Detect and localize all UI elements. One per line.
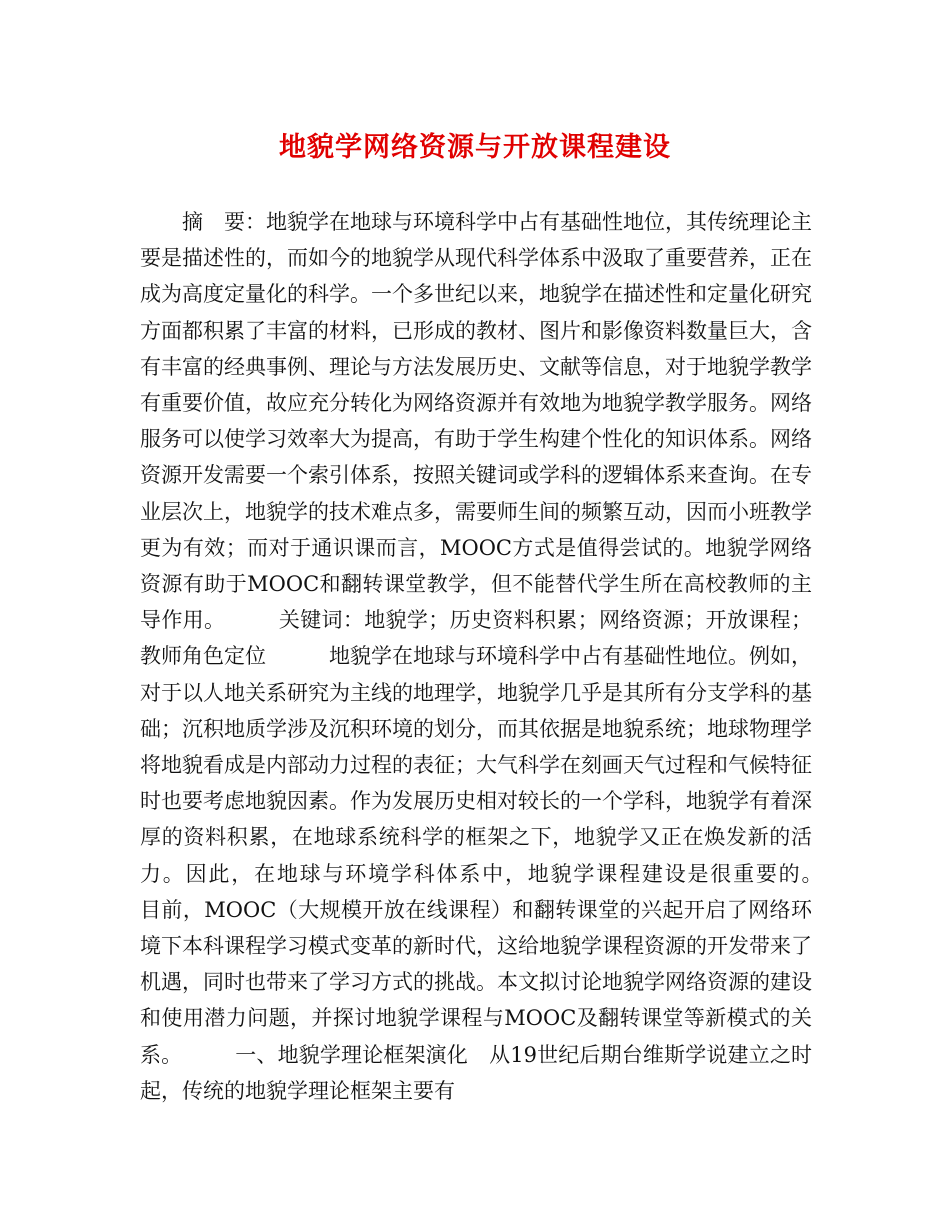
document-title: 地貌学网络资源与开放课程建设 (279, 132, 671, 163)
document-body: 摘 要：地貌学在地球与环境科学中占有基础性地位，其传统理论主要是描述性的，而如今的地貌学从现代科学体系中汲取了重要营养，正在成为高度定量化的科学。一个多世纪以来，地貌学在描述性和定量化研究方面都积累了丰富的材料，已形成的教材、图片和影像资料数量巨大，含有丰富的经典事例、理论与方法发展历史、文献等信息，对于地貌学教学有重要价值，故应充分转化为网络资源并有效地为地貌学教学服务。网络服务可以使学习效率大为提高，有助于学生构建个性化的知识体系。网络资源开发需要一个索引体系，按照关键词或学科的逻辑体系来查询。在专业层次上，地貌学的技术难点多，需要师生间的频繁互动，因而小班教学更为有效；而对于通识课而言，MOOC方式是值得尝试的。地貌学网络资源有助于MOOC和翻转课堂教学，但不能替代学生所在高校教师的主导作用。 关键词：地貌学；历史资料积累；网络资源；开放课程；教师角色定位 地貌学在地球与环境科学中占有基础性地位。例如，对于以人地关系研究为主线的地理学，地貌学几乎是其所有分支学科的基础；沉积地质学涉及沉积环境的划分，而其依据是地貌系统；地球物理学将地貌看成是内部动力过程的表征；大气科学在刻画天气过程和气候特征时也要考虑地貌因素。作为发展历史相对较长的一个学科，地貌学有着深厚的资料积累，在地球系统科学的框架之下，地貌学又正在焕发新的活力。因此，在地球与环境学科体系中，地貌学课程建设是很重要的。 目前，MOOC（大规模开放在线课程）和翻转课堂的兴起开启了网络环境下本科课程学习模式变革的新时代，这给地貌学课程资源的开发带来了机遇，同时也带来了学习方式的挑战。本文拟讨论地貌学网络资源的建设和使用潜力问题，并探讨地貌学课程与MOOC及翻转课堂等新模式的关系。 一、地貌学理论框架演化 从19世纪后期台维斯学说建立之时起，传统的地貌学理论框架主要有 (140, 210, 875, 1103)
